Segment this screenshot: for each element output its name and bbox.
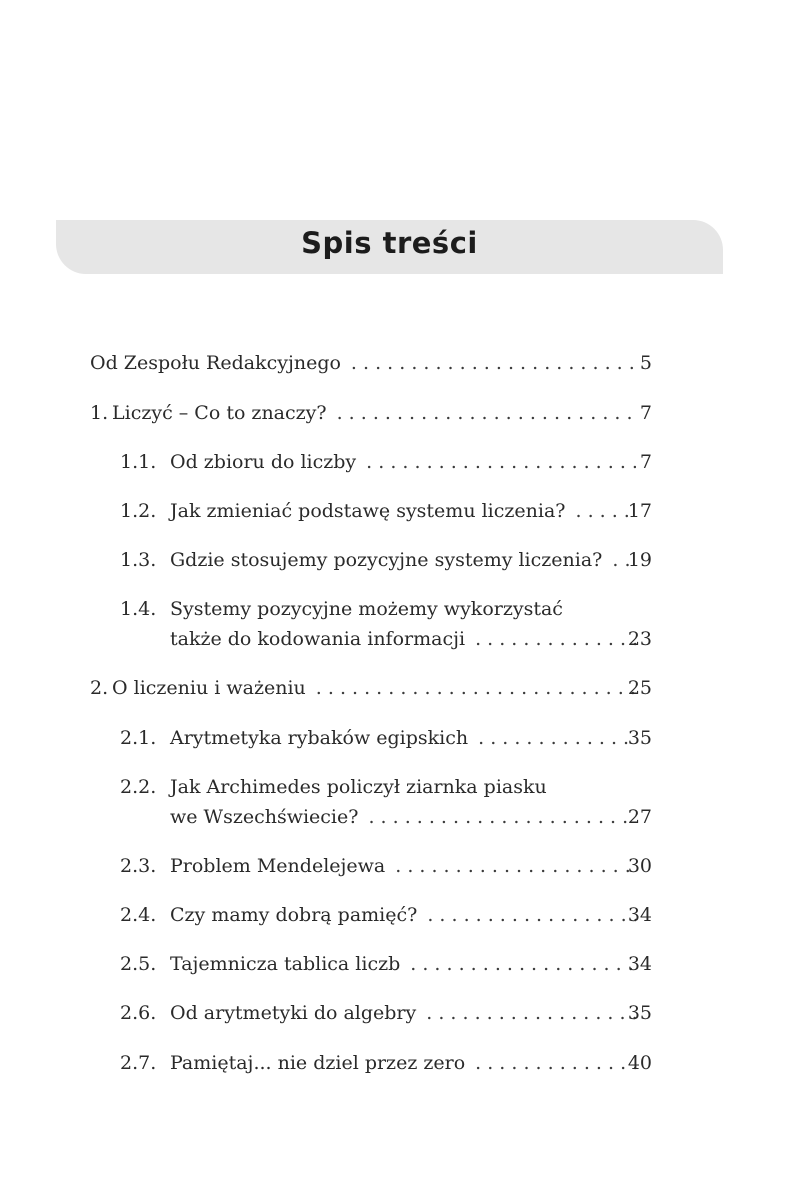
toc-entry-title: Arytmetyka rybaków egipskich xyxy=(170,727,469,749)
toc-entry-page: 27 xyxy=(627,806,652,828)
toc-entry-number: 2.6. xyxy=(120,1002,157,1024)
toc-entry-preface xyxy=(90,352,650,382)
toc-entry-1-3 xyxy=(120,549,650,579)
toc-entry-number: 2.4. xyxy=(120,904,157,926)
toc-entry-page: 7 xyxy=(639,402,652,424)
dot-leader xyxy=(366,451,636,473)
toc-entry-chapter-2 xyxy=(90,677,650,707)
toc-entry-page: 25 xyxy=(627,677,652,699)
toc-entry-1-4-continuation xyxy=(170,628,650,658)
toc-entry-title: Pamiętaj... nie dziel przez zero xyxy=(170,1052,466,1074)
toc-entry-title: Tajemnicza tablica liczb xyxy=(170,953,401,975)
toc-entry-2-5 xyxy=(120,953,650,983)
toc-entry-title: Od Zespołu Redakcyjnego xyxy=(90,352,341,374)
toc-entry-number: 2.5. xyxy=(120,953,157,975)
toc-entry-1-2 xyxy=(120,500,650,530)
toc-entry-page: 30 xyxy=(627,855,652,877)
toc-entry-2-1 xyxy=(120,727,650,757)
toc-entry-2-7 xyxy=(120,1052,650,1082)
toc-entry-number: 1.2. xyxy=(120,500,157,522)
dot-leader xyxy=(475,628,636,650)
dot-leader xyxy=(410,953,636,975)
toc-entry-chapter-1 xyxy=(90,402,650,432)
toc-entry-title-continuation: we Wszechświecie? xyxy=(170,806,359,828)
toc-entry-title: Jak zmieniać podstawę systemu liczenia? xyxy=(170,500,566,522)
toc-entry-2-3 xyxy=(120,855,650,885)
toc-entry-number: 1.4. xyxy=(120,598,157,620)
toc-entry-number: 1. xyxy=(90,402,109,424)
toc-entry-title-continuation: także do kodowania informacji xyxy=(170,628,466,650)
toc-entry-title: Systemy pozycyjne możemy wykorzystać xyxy=(170,598,563,620)
toc-entry-number: 2.3. xyxy=(120,855,157,877)
toc-entry-title: Od zbioru do liczby xyxy=(170,451,357,473)
toc-entry-number: 2.7. xyxy=(120,1052,157,1074)
toc-entry-number: 2.1. xyxy=(120,727,157,749)
toc-entry-title: Jak Archimedes policzył ziarnka piasku xyxy=(170,776,547,798)
toc-entry-page: 34 xyxy=(627,953,652,975)
toc-entry-page: 35 xyxy=(627,1002,652,1024)
toc-entry-title: Gdzie stosujemy pozycyjne systemy liczenia? xyxy=(170,549,603,571)
toc-entry-page: 5 xyxy=(639,352,652,374)
toc-entry-2-4 xyxy=(120,904,650,934)
toc-entry-title: Problem Mendelejewa xyxy=(170,855,386,877)
dot-leader xyxy=(426,1002,636,1024)
toc-entry-number: 1.3. xyxy=(120,549,157,571)
toc-entry-2-6 xyxy=(120,1002,650,1032)
toc-entry-page: 34 xyxy=(627,904,652,926)
toc-entry-page: 35 xyxy=(627,727,652,749)
toc-entry-number: 1.1. xyxy=(120,451,157,473)
toc-entry-title: Liczyć – Co to znaczy? xyxy=(112,402,327,424)
toc-entry-page: 19 xyxy=(627,549,652,571)
dot-leader xyxy=(337,402,636,424)
dot-leader xyxy=(427,904,636,926)
toc-entry-page: 40 xyxy=(627,1052,652,1074)
toc-entry-page: 23 xyxy=(627,628,652,650)
toc-entry-title: Czy mamy dobrą pamięć? xyxy=(170,904,418,926)
dot-leader xyxy=(316,677,636,699)
page-title: Spis treści xyxy=(301,226,478,260)
toc-entry-1-4 xyxy=(120,598,650,628)
dot-leader xyxy=(351,352,636,374)
toc-entry-title: O liczeniu i ważeniu xyxy=(112,677,306,699)
dot-leader xyxy=(368,806,636,828)
toc-header-band xyxy=(56,220,723,274)
toc-entry-page: 7 xyxy=(639,451,652,473)
toc-entry-2-2 xyxy=(120,776,650,806)
dot-leader xyxy=(478,727,636,749)
toc-entry-page: 17 xyxy=(627,500,652,522)
dot-leader xyxy=(475,1052,636,1074)
toc-entry-title: Od arytmetyki do algebry xyxy=(170,1002,417,1024)
toc-entry-number: 2. xyxy=(90,677,109,699)
toc-entry-2-2-continuation xyxy=(170,806,650,836)
toc-entry-1-1 xyxy=(120,451,650,481)
dot-leader xyxy=(395,855,636,877)
toc-entry-number: 2.2. xyxy=(120,776,157,798)
